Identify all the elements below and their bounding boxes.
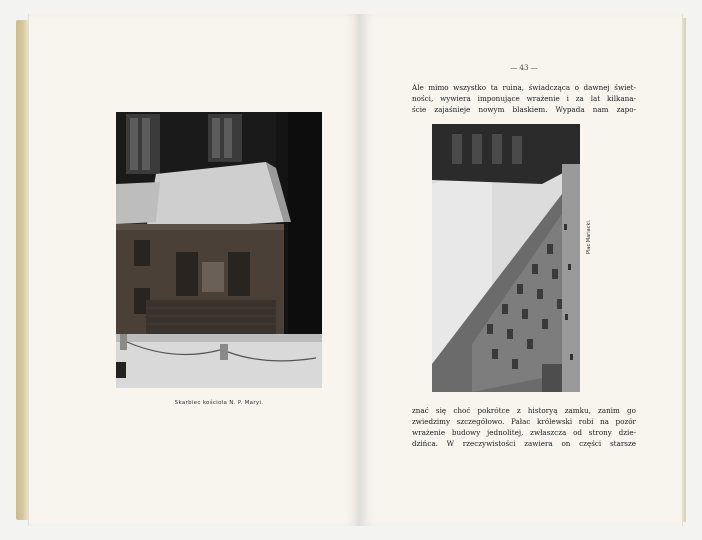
photo-market-square-image [432, 124, 580, 392]
photo-market-square [432, 124, 580, 392]
text-line: wrażenie budowy jednolitej, zwłaszcza od strony dzie- [412, 428, 636, 437]
photo-treasury-image [116, 112, 322, 388]
text-paragraph-top [412, 82, 636, 115]
text-line: znać się choć pokrótce z historyą zamku, zanim go [412, 406, 636, 415]
page-number: — 43 — [510, 64, 538, 72]
book-spine-edge [16, 20, 28, 520]
caption-treasury: Skarbiec kościoła N. P. Maryi. [174, 400, 264, 406]
open-book [16, 14, 684, 526]
text-line: ności, wywiera imponujące wrażenie i za lat kilkana- [412, 94, 636, 103]
photo-treasury-church [116, 112, 322, 388]
text-paragraph-bottom [412, 405, 636, 449]
text-line: Ale mimo wszystko ta ruina, świadcząca o dawnej świet- [412, 83, 636, 92]
left-page [28, 14, 361, 526]
page-stack-edge [682, 18, 686, 522]
caption-market-square: Plac Mariacki. [586, 219, 592, 254]
text-line: ście zajaśnieje nowym blaskiem. Wypada nam zapo- [412, 105, 636, 114]
text-line: zwiedzimy szczegółowo. Pałac królewski robi na pozór [412, 417, 636, 426]
right-page [360, 14, 683, 526]
text-line: dzińca. W rzeczywistości zawiera on części starsze [412, 439, 636, 448]
